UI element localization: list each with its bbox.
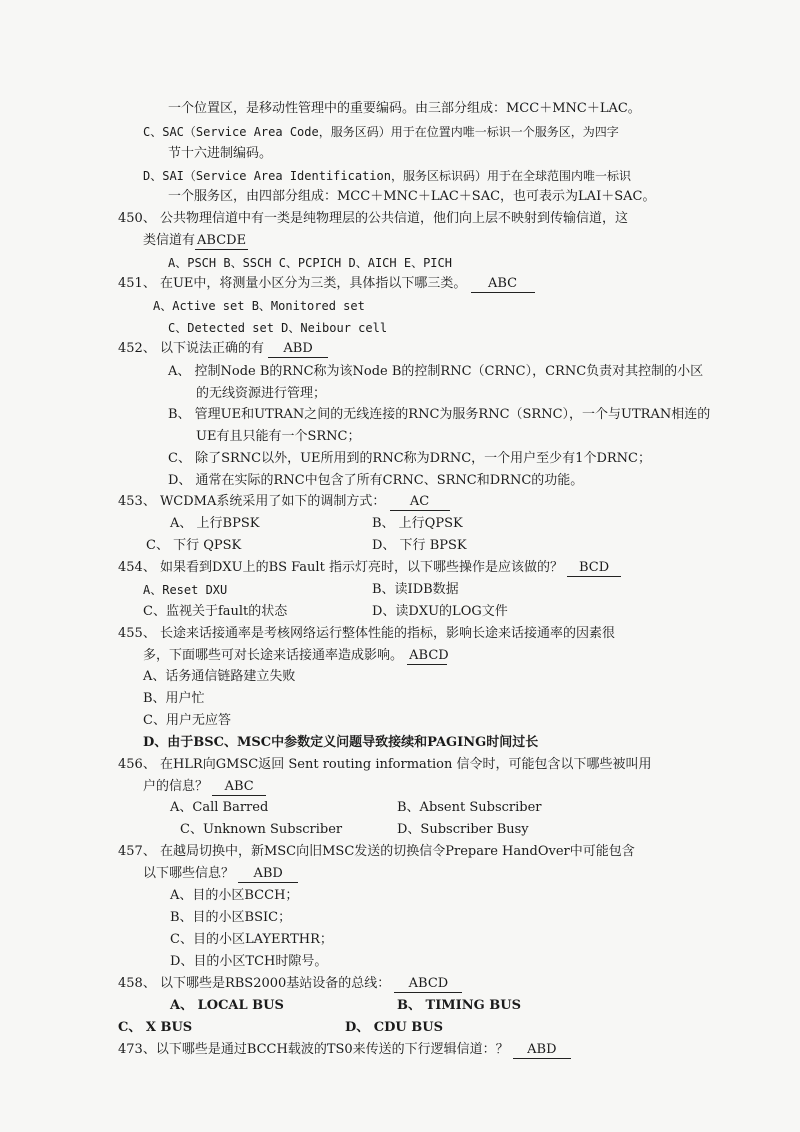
option-d: D、由于BSC、MSC中参数定义问题导致接续和PAGING时间过长 bbox=[143, 735, 539, 750]
question-457: 457、 在越局切换中，新MSC向旧MSC发送的切换信令Prepare HandOver中可能包含 bbox=[118, 844, 635, 859]
question-458: 458、 以下哪些是RBS2000基站设备的总线： ABCD bbox=[118, 976, 462, 992]
question-456: 456、 在HLR向GMSC返回 Sent routing information 信令时，可能包含以下哪些被叫用 bbox=[118, 757, 652, 772]
text-line: D、SAI（Service Area Identification，服务区标识码）用于在全球范围内唯一标识 bbox=[143, 169, 631, 183]
option-a: A、Call Barred bbox=[170, 800, 269, 815]
option-a: A、 LOCAL BUS bbox=[170, 998, 284, 1013]
option-d: D、 下行 BPSK bbox=[372, 538, 467, 553]
text-line: 以下哪些信息？ ABD bbox=[143, 866, 298, 882]
answer-blank: BCD bbox=[567, 560, 621, 577]
text-line: 户的信息？ ABC bbox=[143, 779, 266, 795]
options-line: A、Active set B、Monitored set bbox=[153, 299, 365, 313]
option-b: B、用户忙 bbox=[143, 691, 205, 706]
answer-blank: ABCDE bbox=[197, 233, 247, 248]
option-a: A、目的小区BCCH； bbox=[170, 888, 299, 903]
option-b: B、 管理UE和UTRAN之间的无线连接的RNC为服务RNC（SRNC），一个与UTRAN相连的 bbox=[168, 407, 711, 422]
question-451: 451、 在UE中，将测量小区分为三类，具体指以下哪三类。 ABC bbox=[118, 276, 535, 292]
option-c: C、 X BUS bbox=[118, 1020, 193, 1035]
option-c: C、目的小区LAYERTHR； bbox=[170, 932, 333, 947]
answer-blank: ABC bbox=[471, 276, 535, 293]
text-line: 节十六进制编码。 bbox=[168, 146, 273, 161]
option-b: B、 上行QPSK bbox=[372, 516, 463, 531]
option-c: C、用户无应答 bbox=[143, 713, 231, 728]
question-452: 452、 以下说法正确的有 ABD bbox=[118, 341, 328, 357]
question-454: 454、 如果看到DXU上的BS Fault 指示灯亮时，以下哪些操作是应该做的？ BCD bbox=[118, 560, 621, 576]
answer-blank: ABD bbox=[268, 341, 328, 358]
option-c: C、Unknown Subscriber bbox=[180, 822, 343, 837]
question-473: 473、以下哪些是通过BCCH载波的TS0来传送的下行逻辑信道：？ ABD bbox=[118, 1042, 571, 1058]
option-d: D、Subscriber Busy bbox=[397, 822, 529, 837]
text-line: 的无线资源进行管理； bbox=[196, 386, 327, 401]
answer-blank: ABD bbox=[238, 866, 298, 883]
text-line: 多，下面哪些可对长途来话接通率造成影响。 ABCD bbox=[143, 648, 449, 663]
question-453: 453、 WCDMA系统采用了如下的调制方式： AC bbox=[118, 494, 450, 510]
answer-blank: ABCD bbox=[394, 976, 462, 993]
text-line: C、SAC（Service Area Code，服务区码）用于在位置内唯一标识一个服务区，为四字 bbox=[143, 125, 619, 139]
answer-blank: ABC bbox=[212, 779, 266, 796]
option-c: C、 下行 QPSK bbox=[146, 538, 242, 553]
option-c: C、监视关于fault的状态 bbox=[143, 604, 288, 619]
option-b: B、目的小区BSIC； bbox=[170, 910, 292, 925]
answer-blank: ABD bbox=[513, 1042, 571, 1059]
option-a: A、Reset DXU bbox=[143, 583, 228, 597]
options-line: C、Detected set D、Neibour cell bbox=[168, 321, 388, 335]
question-455: 455、 长途来话接通率是考核网络运行整体性能的指标，影响长途来话接通率的因素很 bbox=[118, 626, 615, 641]
answer-blank: AC bbox=[390, 494, 450, 511]
text-line: 一个位置区，是移动性管理中的重要编码。由三部分组成：MCC＋MNC＋LAC。 bbox=[168, 101, 641, 116]
answer-blank: ABCD bbox=[409, 648, 449, 663]
question-450: 450、 公共物理信道中有一类是纯物理层的公共信道，他们向上层不映射到传输信道，这 bbox=[118, 211, 628, 226]
option-d: D、读DXU的LOG文件 bbox=[372, 604, 508, 619]
text-line: 类信道有 ABCDE bbox=[143, 233, 247, 248]
option-b: B、 TIMING BUS bbox=[397, 998, 521, 1013]
option-d: D、 通常在实际的RNC中包含了所有CRNC、SRNC和DRNC的功能。 bbox=[168, 473, 584, 488]
options-line: A、PSCH B、SSCH C、PCPICH D、AICH E、PICH bbox=[168, 256, 452, 270]
option-d: D、目的小区TCH时隙号。 bbox=[170, 954, 328, 969]
option-a: A、话务通信链路建立失败 bbox=[143, 669, 296, 684]
text-line: UE有且只能有一个SRNC； bbox=[196, 429, 361, 444]
text-line: 一个服务区，由四部分组成：MCC＋MNC＋LAC＋SAC，也可表示为LAI＋SAC。 bbox=[168, 189, 656, 204]
option-b: B、Absent Subscriber bbox=[397, 800, 542, 815]
option-a: A、 上行BPSK bbox=[170, 516, 260, 531]
option-a: A、 控制Node B的RNC称为该Node B的控制RNC（CRNC），CRNC负责对其控制的小区 bbox=[168, 364, 704, 379]
option-c: C、 除了SRNC以外，UE所用到的RNC称为DRNC，一个用户至少有1个DRNC； bbox=[168, 451, 651, 466]
option-d: D、 CDU BUS bbox=[345, 1020, 443, 1035]
option-b: B、读IDB数据 bbox=[372, 582, 459, 597]
